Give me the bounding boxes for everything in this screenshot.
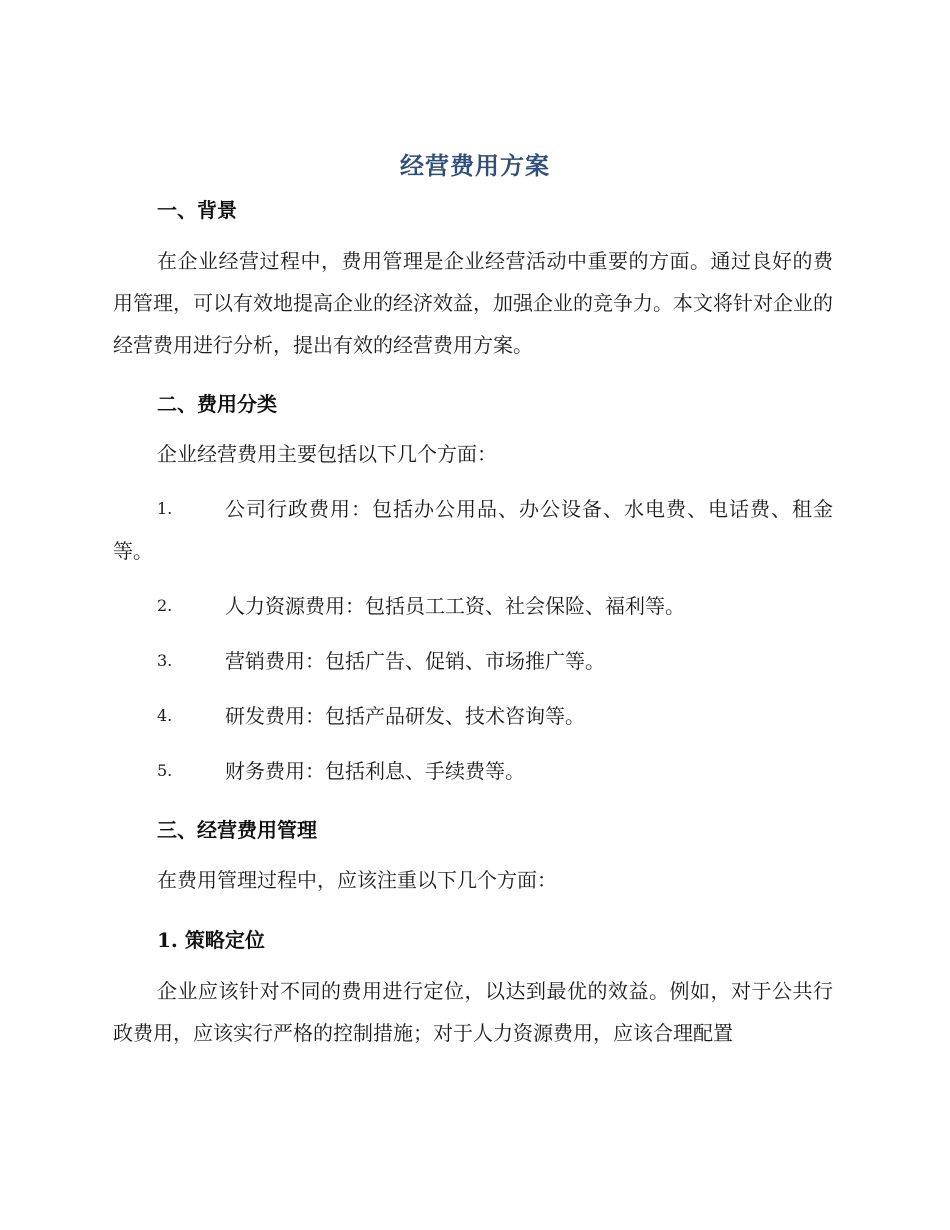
background-paragraph: 在企业经营过程中，费用管理是企业经营活动中重要的方面。通过良好的费用管理，可以有效地提高企业的经济效益，加强企业的竞争力。本文将针对企业的经营费用进行分析，提出有效的经营费用方案。 — [113, 249, 833, 357]
list-number: 1. — [157, 499, 173, 518]
list-text: 人力资源费用：包括员工工资、社会保险、福利等。 — [225, 594, 685, 618]
management-intro: 在费用管理过程中，应该注重以下几个方面： — [157, 868, 557, 892]
list-text: 财务费用：包括利息、手续费等。 — [225, 759, 525, 783]
section-heading-classification: 二、费用分类 — [157, 392, 277, 416]
list-text: 营销费用：包括广告、促销、市场推广等。 — [225, 649, 605, 673]
section-heading-background: 一、背景 — [157, 198, 237, 222]
list-number: 4. — [157, 706, 173, 725]
section-heading-management: 三、经营费用管理 — [157, 818, 317, 842]
classification-intro: 企业经营费用主要包括以下几个方面： — [157, 442, 497, 466]
list-item — [113, 695, 833, 737]
document-title: 经营费用方案 — [400, 152, 550, 180]
list-number: 2. — [157, 596, 173, 615]
strategy-paragraph: 企业应该针对不同的费用进行定位，以达到最优的效益。例如，对于公共行政费用，应该实行严格的控制措施；对于人力资源费用，应该合理配置 — [113, 979, 833, 1045]
list-item — [113, 750, 833, 792]
list-item — [113, 488, 833, 572]
subsection-heading-strategy: 1. 策略定位 — [157, 928, 265, 952]
list-number: 3. — [157, 651, 173, 670]
list-text: 公司行政费用：包括办公用品、办公设备、水电费、电话费、租金等。 — [113, 497, 833, 563]
list-text: 研发费用：包括产品研发、技术咨询等。 — [225, 704, 585, 728]
list-item — [113, 585, 833, 627]
list-item — [113, 640, 833, 682]
list-number: 5. — [157, 761, 173, 780]
